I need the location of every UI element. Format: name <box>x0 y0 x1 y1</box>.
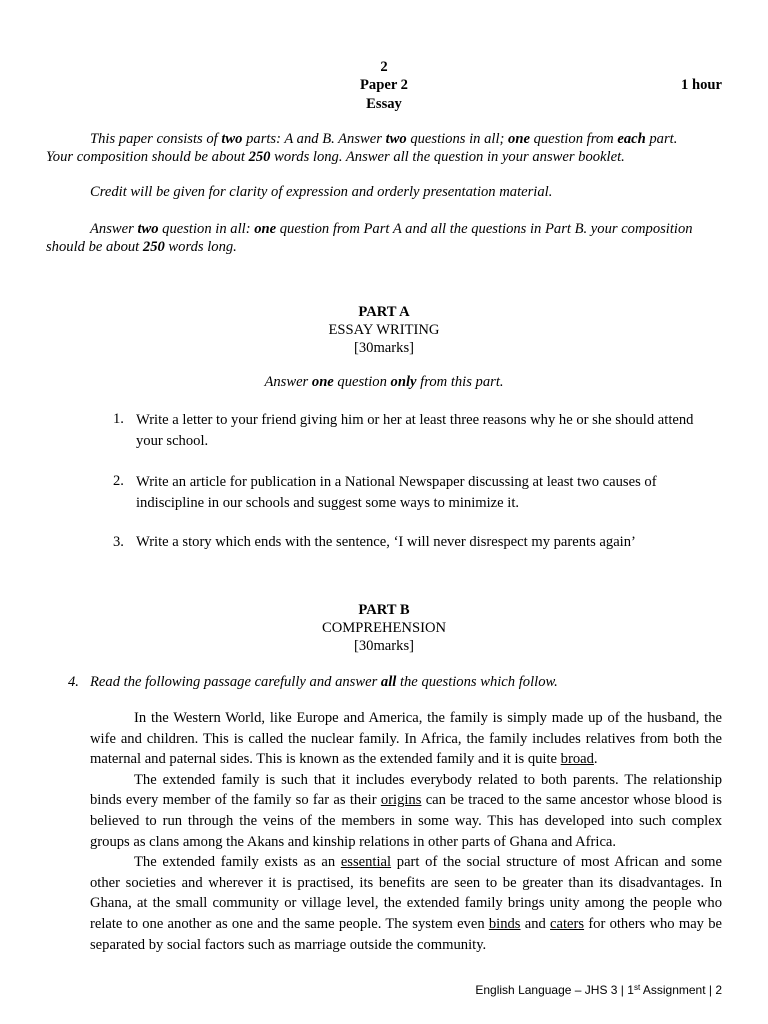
part-b-instruction: Read the following passage carefully and answer all the questions which follow. <box>90 674 558 690</box>
instruction-paragraph-3: Answer two question in all: one question from Part A and all the questions in Part B. your composition should be about 250 words long. <box>46 221 693 255</box>
part-b-subheading: COMPREHENSION <box>321 620 447 636</box>
question-4-number: 4. <box>68 674 79 690</box>
question-text: Write an article for publication in a National Newspaper discussing at least two causes of indiscipline in our schools and suggest some ways to minimize it. <box>136 474 657 511</box>
passage-paragraph-3: The extended family exists as an essential part of the social structure of most African and some other societies and wherever it is practised, its benefits are seen to be greater than its disadvantages. In Ghana, at the small community or village level, the extended family brings unity among the people who relate to one another as one and the same people. The system even binds and caters for others who may be separated by social factors such as marriage outside the community. <box>90 854 722 953</box>
paper-subject: Essay <box>366 96 402 112</box>
part-b-marks: [30marks] <box>354 638 414 654</box>
instruction-paragraph-2: Credit will be given for clarity of expression and orderly presentation material. <box>90 184 553 200</box>
question-number: 2. <box>113 473 124 489</box>
page-footer: English Language – JHS 3 | 1st Assignment | 2 <box>475 983 722 997</box>
instruction-paragraph-1: This paper consists of two parts: A and B. Answer two questions in all; one question from each part. Your composition should be about 250 words long. Answer all the question in your answer booklet. <box>46 131 678 165</box>
comprehension-passage <box>90 708 722 955</box>
part-a-marks: [30marks] <box>354 340 414 356</box>
part-b-heading: PART B <box>358 602 410 618</box>
paper-title: Paper 2 <box>360 77 408 93</box>
page-number: 2 <box>380 59 388 75</box>
passage-paragraph-2: The extended family is such that it includes everybody related to both parents. The relationship binds every member of the family so far as their origins can be traced to the same ancestor whose blood is believed to run through the veins of the members in some way. This has developed into such complex groups as clans among the Akans and kinship relations in other parts of Ghana and Africa. <box>90 771 722 850</box>
passage-paragraph-1: In the Western World, like Europe and America, the family is simply made up of the husband, the wife and children. This is called the nuclear family. In Africa, the family includes relatives from both the maternal and paternal sides. This is known as the extended family and it is quite broad. <box>90 710 722 768</box>
part-a-subheading: ESSAY WRITING <box>328 322 440 338</box>
paper-duration: 1 hour <box>681 77 722 93</box>
question-number: 1. <box>113 411 124 427</box>
part-a-heading: PART A <box>358 304 410 320</box>
question-text: Write a story which ends with the sentence, ‘I will never disrespect my parents again’ <box>136 534 636 550</box>
question-number: 3. <box>113 534 124 550</box>
question-text: Write a letter to your friend giving him or her at least three reasons why he or she should attend your school. <box>136 412 694 449</box>
part-a-instruction: Answer one question only from this part. <box>264 374 504 390</box>
